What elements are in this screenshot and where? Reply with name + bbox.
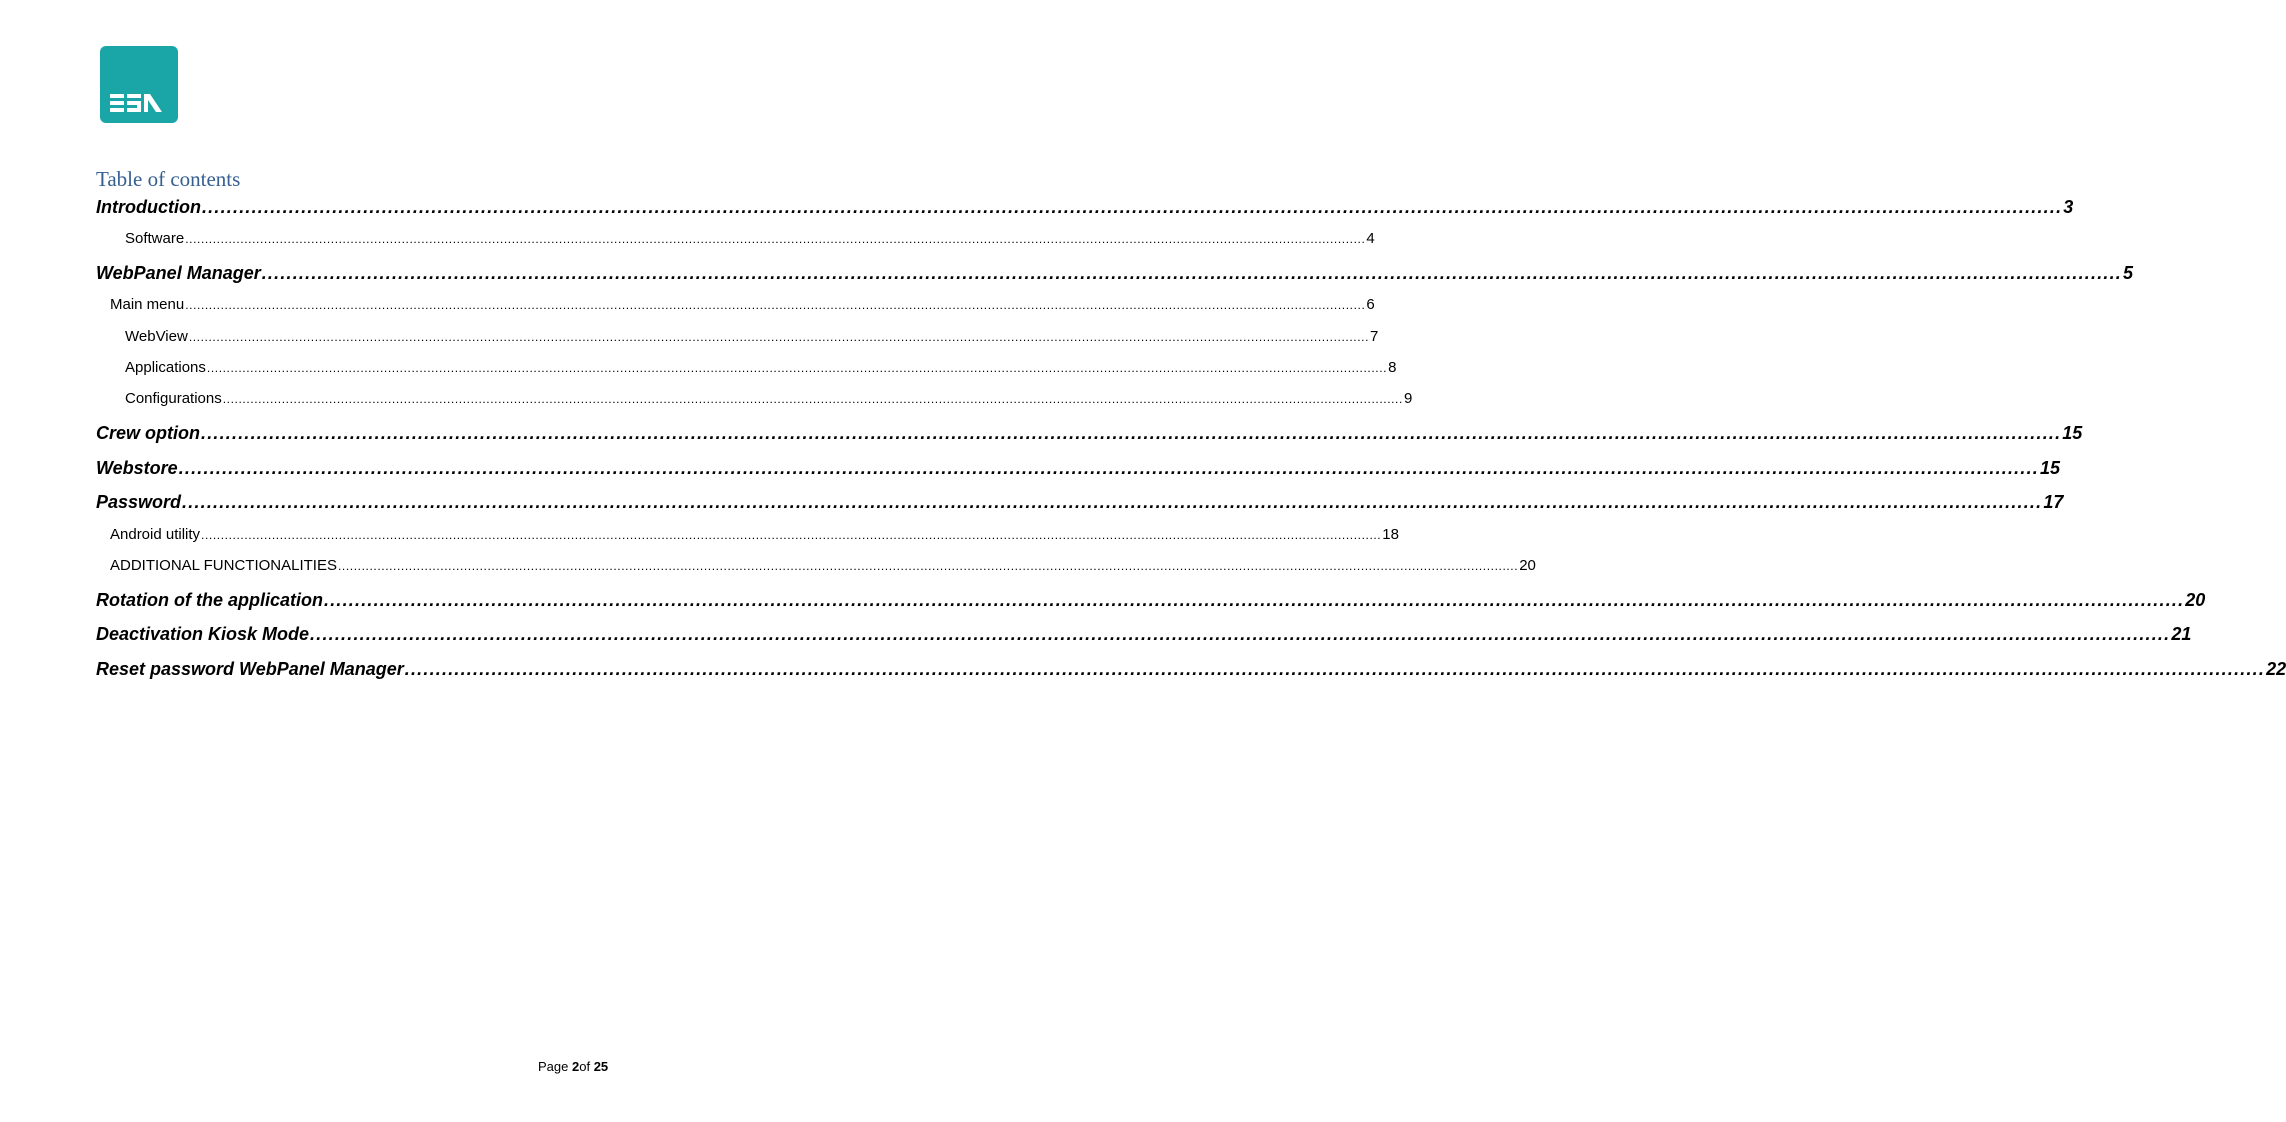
toc-entry-label: WebPanel Manager: [96, 263, 261, 283]
toc-entry-label: WebView: [125, 328, 188, 345]
toc-entry-label: Crew option: [96, 423, 200, 443]
toc-entry-page: 5: [2123, 263, 2134, 283]
toc-entry-page: 3: [2063, 197, 2074, 217]
footer-current-page: 2: [572, 1059, 580, 1074]
dot-leader: ............................................................................................................................................................................................................................................................................................................: [201, 197, 2063, 217]
toc-entry[interactable]: [96, 624, 2192, 645]
dot-leader: ............................................................................................................................................................................................................................................................................................................: [206, 361, 1388, 375]
dot-leader: ............................................................................................................................................................................................................................................................................................................: [337, 559, 1519, 573]
page-footer: [538, 1059, 608, 1074]
footer-total-pages: 25: [593, 1059, 609, 1074]
dot-leader: ............................................................................................................................................................................................................................................................................................................: [222, 392, 1403, 406]
toc-entry-page: 9: [1403, 390, 1413, 407]
dot-leader: ............................................................................................................................................................................................................................................................................................................: [182, 492, 2043, 512]
toc-entry-page: 8: [1388, 359, 1397, 376]
toc-title: Table of contents: [96, 167, 241, 191]
toc-entry-page: 21: [2171, 624, 2192, 644]
toc-entry-page: 20: [1519, 557, 1536, 574]
footer-page-word: Page: [538, 1059, 569, 1074]
dot-leader: ............................................................................................................................................................................................................................................................................................................: [188, 330, 1370, 344]
dot-leader: ............................................................................................................................................................................................................................................................................................................: [310, 624, 2171, 644]
dot-leader: ............................................................................................................................................................................................................................................................................................................: [185, 232, 1366, 246]
footer-of-word: of: [579, 1059, 591, 1074]
dot-leader: ............................................................................................................................................................................................................................................................................................................: [404, 659, 2266, 679]
toc-entry-label: Rotation of the application: [96, 590, 323, 610]
toc-entry[interactable]: [96, 590, 2206, 611]
toc-entry-label: Configurations: [125, 390, 222, 407]
toc-entry[interactable]: [125, 230, 1375, 247]
toc-entry[interactable]: [110, 557, 1536, 574]
toc-entry[interactable]: [125, 328, 1379, 345]
toc-entry-page: 4: [1366, 230, 1375, 247]
toc-entry-label: ADDITIONAL FUNCTIONALITIES: [110, 557, 337, 574]
toc-entry[interactable]: [125, 390, 1413, 407]
toc-entry-label: Password: [96, 492, 182, 512]
dot-leader: ............................................................................................................................................................................................................................................................................................................: [185, 298, 1366, 312]
toc-entry-label: Software: [125, 230, 185, 247]
toc-entry-page: 6: [1366, 296, 1375, 313]
toc-entry[interactable]: [110, 296, 1375, 313]
dot-leader: ............................................................................................................................................................................................................................................................................................................: [201, 528, 1382, 542]
toc-entry-page: 7: [1370, 328, 1379, 345]
dot-leader: ............................................................................................................................................................................................................................................................................................................: [324, 590, 2185, 610]
toc-entry[interactable]: [96, 423, 2083, 444]
toc-entry[interactable]: [96, 263, 2134, 284]
dot-leader: ............................................................................................................................................................................................................................................................................................................: [178, 458, 2039, 478]
toc-entry[interactable]: [110, 526, 1399, 543]
toc-entry-label: Introduction: [96, 197, 201, 217]
toc-entry-page: 22: [2266, 659, 2286, 679]
toc-entry-label: Main menu: [110, 296, 185, 313]
toc-entry-page: 15: [2062, 423, 2083, 443]
toc-entry-label: Deactivation Kiosk Mode: [96, 624, 310, 644]
toc-entry-page: 15: [2039, 458, 2061, 478]
dot-leader: ............................................................................................................................................................................................................................................................................................................: [201, 423, 2062, 443]
toc-entry-page: 18: [1382, 526, 1399, 543]
toc-entry[interactable]: [125, 359, 1397, 376]
toc-entry-page: 17: [2043, 492, 2064, 512]
toc-entry-label: Reset password WebPanel Manager: [96, 659, 404, 679]
toc-entry[interactable]: [96, 659, 2286, 680]
toc-entry[interactable]: [96, 197, 2074, 218]
table-of-contents: [96, 0, 2286, 700]
toc-entry[interactable]: [96, 492, 2064, 513]
toc-entry-label: Android utility: [110, 526, 201, 543]
toc-entry[interactable]: [96, 458, 2061, 479]
dot-leader: ............................................................................................................................................................................................................................................................................................................: [261, 263, 2123, 283]
toc-entry-page: 20: [2185, 590, 2206, 610]
toc-entry-label: Applications: [125, 359, 206, 376]
toc-entry-label: Webstore: [96, 458, 178, 478]
